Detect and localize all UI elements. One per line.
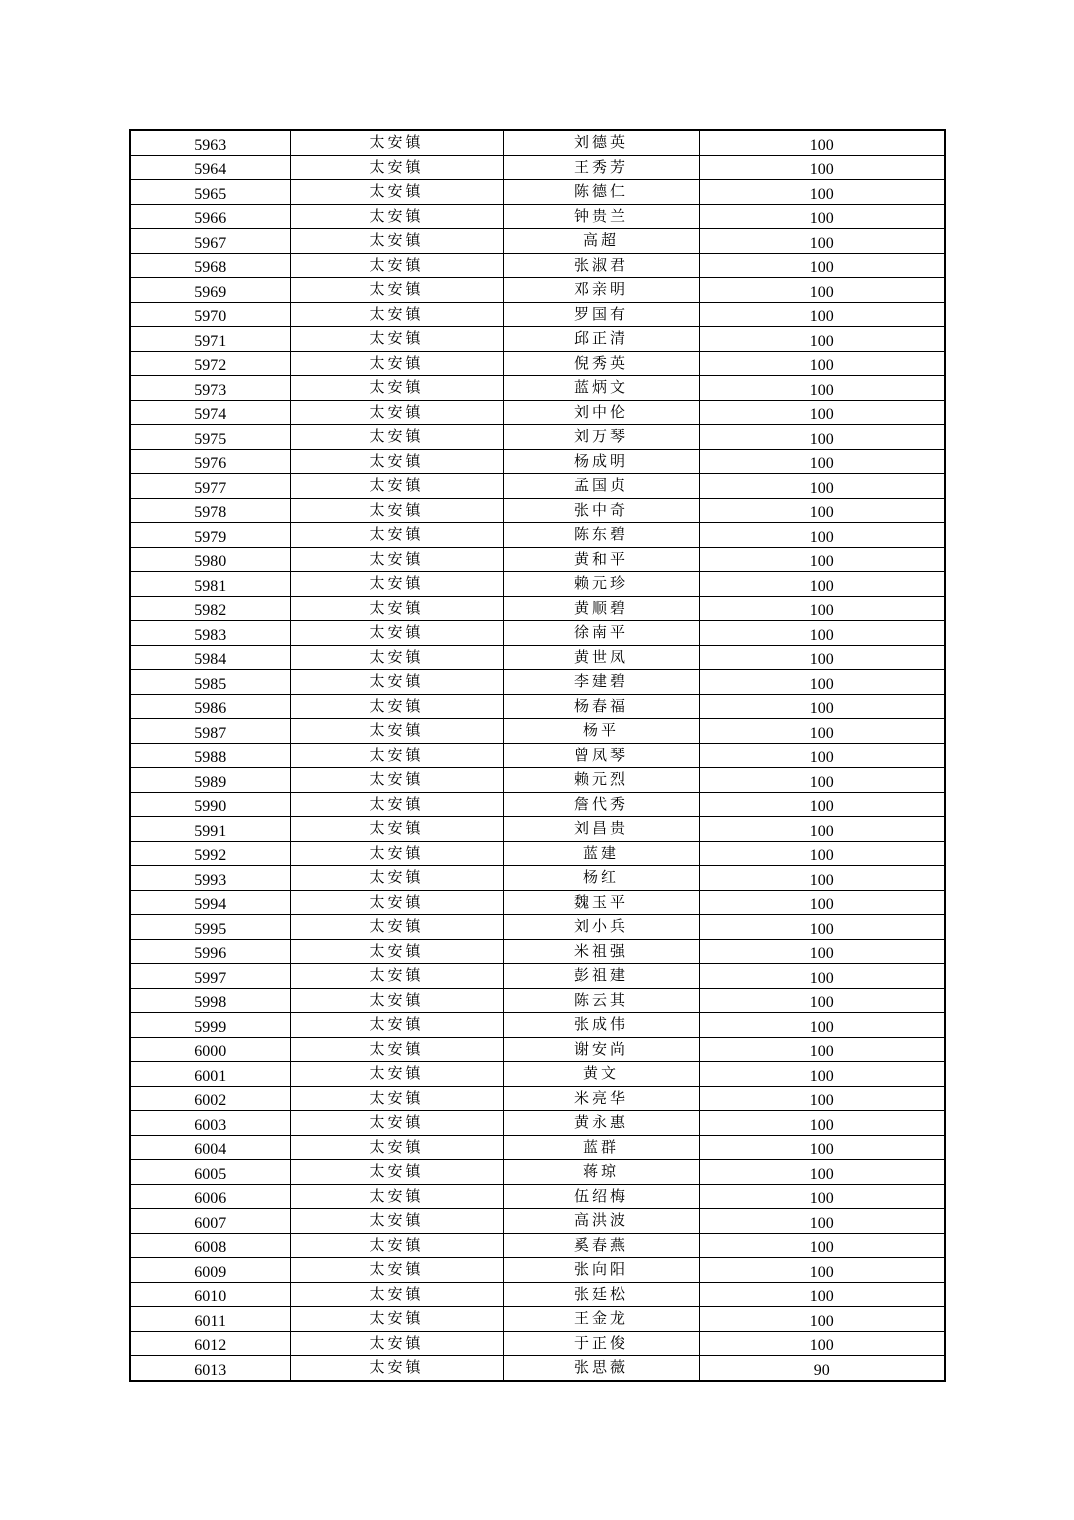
town-cell: 太安镇 — [290, 939, 503, 964]
amount-cell: 100 — [699, 498, 945, 523]
table-row — [130, 1331, 945, 1356]
person-name-cell: 黄和平 — [503, 547, 699, 572]
row-number-cell: 5975 — [130, 425, 290, 450]
town-cell: 太安镇 — [290, 743, 503, 768]
table-row — [130, 449, 945, 474]
table-row — [130, 400, 945, 425]
person-name-cell: 徐南平 — [503, 621, 699, 646]
amount-cell: 100 — [699, 890, 945, 915]
town-cell: 太安镇 — [290, 523, 503, 548]
table-row — [130, 1160, 945, 1185]
table-row — [130, 964, 945, 989]
table-row — [130, 768, 945, 793]
table-row — [130, 694, 945, 719]
row-number-cell: 5985 — [130, 670, 290, 695]
town-cell: 太安镇 — [290, 1086, 503, 1111]
table-row — [130, 1013, 945, 1038]
person-name-cell: 蓝炳文 — [503, 376, 699, 401]
table-row — [130, 130, 945, 155]
amount-cell: 100 — [699, 1233, 945, 1258]
amount-cell: 100 — [699, 523, 945, 548]
amount-cell: 100 — [699, 1013, 945, 1038]
table-row — [130, 866, 945, 891]
row-number-cell: 6012 — [130, 1331, 290, 1356]
amount-cell: 100 — [699, 768, 945, 793]
table-row — [130, 474, 945, 499]
town-cell: 太安镇 — [290, 890, 503, 915]
table-row — [130, 302, 945, 327]
row-number-cell: 6007 — [130, 1209, 290, 1234]
row-number-cell: 5978 — [130, 498, 290, 523]
town-cell: 太安镇 — [290, 1135, 503, 1160]
amount-cell: 100 — [699, 1184, 945, 1209]
table-row — [130, 645, 945, 670]
amount-cell: 100 — [699, 988, 945, 1013]
town-cell: 太安镇 — [290, 915, 503, 940]
amount-cell: 100 — [699, 1282, 945, 1307]
row-number-cell: 5981 — [130, 572, 290, 597]
table-row — [130, 1086, 945, 1111]
row-number-cell: 5976 — [130, 449, 290, 474]
town-cell: 太安镇 — [290, 547, 503, 572]
town-cell: 太安镇 — [290, 229, 503, 254]
table-row — [130, 229, 945, 254]
person-name-cell: 黄世凤 — [503, 645, 699, 670]
amount-cell: 100 — [699, 621, 945, 646]
row-number-cell: 5967 — [130, 229, 290, 254]
person-name-cell: 黄永惠 — [503, 1111, 699, 1136]
person-name-cell: 黄顺碧 — [503, 596, 699, 621]
table-row — [130, 572, 945, 597]
town-cell: 太安镇 — [290, 1037, 503, 1062]
table-row — [130, 376, 945, 401]
amount-cell: 100 — [699, 425, 945, 450]
person-name-cell: 罗国有 — [503, 302, 699, 327]
row-number-cell: 6003 — [130, 1111, 290, 1136]
table-row — [130, 180, 945, 205]
row-number-cell: 5969 — [130, 278, 290, 303]
person-name-cell: 王金龙 — [503, 1307, 699, 1332]
table-row — [130, 1356, 945, 1381]
row-number-cell: 6013 — [130, 1356, 290, 1381]
table-row — [130, 425, 945, 450]
amount-cell: 100 — [699, 1258, 945, 1283]
town-cell: 太安镇 — [290, 988, 503, 1013]
table-row — [130, 351, 945, 376]
row-number-cell: 5979 — [130, 523, 290, 548]
person-name-cell: 倪秀英 — [503, 351, 699, 376]
town-cell: 太安镇 — [290, 1233, 503, 1258]
town-cell: 太安镇 — [290, 474, 503, 499]
amount-cell: 100 — [699, 253, 945, 278]
amount-cell: 100 — [699, 596, 945, 621]
town-cell: 太安镇 — [290, 719, 503, 744]
row-number-cell: 5972 — [130, 351, 290, 376]
row-number-cell: 6004 — [130, 1135, 290, 1160]
amount-cell: 100 — [699, 130, 945, 155]
table-row — [130, 253, 945, 278]
town-cell: 太安镇 — [290, 768, 503, 793]
roster-table — [129, 129, 946, 1382]
person-name-cell: 刘万琴 — [503, 425, 699, 450]
town-cell: 太安镇 — [290, 425, 503, 450]
row-number-cell: 5977 — [130, 474, 290, 499]
amount-cell: 100 — [699, 743, 945, 768]
row-number-cell: 6005 — [130, 1160, 290, 1185]
town-cell: 太安镇 — [290, 204, 503, 229]
town-cell: 太安镇 — [290, 130, 503, 155]
row-number-cell: 5983 — [130, 621, 290, 646]
person-name-cell: 于正俊 — [503, 1331, 699, 1356]
town-cell: 太安镇 — [290, 449, 503, 474]
row-number-cell: 5971 — [130, 327, 290, 352]
amount-cell: 100 — [699, 1331, 945, 1356]
person-name-cell: 张向阳 — [503, 1258, 699, 1283]
person-name-cell: 刘中伦 — [503, 400, 699, 425]
amount-cell: 100 — [699, 817, 945, 842]
amount-cell: 100 — [699, 1037, 945, 1062]
row-number-cell: 6006 — [130, 1184, 290, 1209]
town-cell: 太安镇 — [290, 792, 503, 817]
table-row — [130, 1233, 945, 1258]
town-cell: 太安镇 — [290, 498, 503, 523]
amount-cell: 100 — [699, 180, 945, 205]
row-number-cell: 5993 — [130, 866, 290, 891]
person-name-cell: 黄文 — [503, 1062, 699, 1087]
table-row — [130, 498, 945, 523]
town-cell: 太安镇 — [290, 1258, 503, 1283]
row-number-cell: 6000 — [130, 1037, 290, 1062]
amount-cell: 100 — [699, 841, 945, 866]
person-name-cell: 陈东碧 — [503, 523, 699, 548]
amount-cell: 100 — [699, 572, 945, 597]
amount-cell: 100 — [699, 1209, 945, 1234]
person-name-cell: 刘小兵 — [503, 915, 699, 940]
row-number-cell: 5986 — [130, 694, 290, 719]
amount-cell: 90 — [699, 1356, 945, 1381]
town-cell: 太安镇 — [290, 1209, 503, 1234]
person-name-cell: 魏玉平 — [503, 890, 699, 915]
town-cell: 太安镇 — [290, 572, 503, 597]
row-number-cell: 5989 — [130, 768, 290, 793]
row-number-cell: 5994 — [130, 890, 290, 915]
town-cell: 太安镇 — [290, 302, 503, 327]
person-name-cell: 伍绍梅 — [503, 1184, 699, 1209]
person-name-cell: 彭祖建 — [503, 964, 699, 989]
person-name-cell: 奚春燕 — [503, 1233, 699, 1258]
table-row — [130, 327, 945, 352]
town-cell: 太安镇 — [290, 1111, 503, 1136]
town-cell: 太安镇 — [290, 1160, 503, 1185]
person-name-cell: 杨春福 — [503, 694, 699, 719]
amount-cell: 100 — [699, 1307, 945, 1332]
person-name-cell: 詹代秀 — [503, 792, 699, 817]
amount-cell: 100 — [699, 939, 945, 964]
row-number-cell: 5998 — [130, 988, 290, 1013]
table-row — [130, 915, 945, 940]
amount-cell: 100 — [699, 792, 945, 817]
person-name-cell: 邓亲明 — [503, 278, 699, 303]
person-name-cell: 赖元烈 — [503, 768, 699, 793]
town-cell: 太安镇 — [290, 964, 503, 989]
table-row — [130, 890, 945, 915]
row-number-cell: 5995 — [130, 915, 290, 940]
person-name-cell: 蓝建 — [503, 841, 699, 866]
amount-cell: 100 — [699, 155, 945, 180]
town-cell: 太安镇 — [290, 1356, 503, 1381]
person-name-cell: 张中奇 — [503, 498, 699, 523]
town-cell: 太安镇 — [290, 866, 503, 891]
person-name-cell: 赖元珍 — [503, 572, 699, 597]
row-number-cell: 5970 — [130, 302, 290, 327]
town-cell: 太安镇 — [290, 1062, 503, 1087]
row-number-cell: 5964 — [130, 155, 290, 180]
person-name-cell: 谢安尚 — [503, 1037, 699, 1062]
amount-cell: 100 — [699, 1062, 945, 1087]
table-row — [130, 523, 945, 548]
town-cell: 太安镇 — [290, 155, 503, 180]
amount-cell: 100 — [699, 400, 945, 425]
table-row — [130, 1111, 945, 1136]
person-name-cell: 杨平 — [503, 719, 699, 744]
row-number-cell: 5988 — [130, 743, 290, 768]
row-number-cell: 5980 — [130, 547, 290, 572]
row-number-cell: 5991 — [130, 817, 290, 842]
amount-cell: 100 — [699, 866, 945, 891]
person-name-cell: 高洪波 — [503, 1209, 699, 1234]
row-number-cell: 6009 — [130, 1258, 290, 1283]
row-number-cell: 6011 — [130, 1307, 290, 1332]
person-name-cell: 刘昌贵 — [503, 817, 699, 842]
amount-cell: 100 — [699, 302, 945, 327]
amount-cell: 100 — [699, 964, 945, 989]
amount-cell: 100 — [699, 645, 945, 670]
table-row — [130, 1209, 945, 1234]
town-cell: 太安镇 — [290, 278, 503, 303]
person-name-cell: 王秀芳 — [503, 155, 699, 180]
person-name-cell: 蓝群 — [503, 1135, 699, 1160]
amount-cell: 100 — [699, 915, 945, 940]
row-number-cell: 6010 — [130, 1282, 290, 1307]
amount-cell: 100 — [699, 670, 945, 695]
amount-cell: 100 — [699, 474, 945, 499]
town-cell: 太安镇 — [290, 1184, 503, 1209]
roster-table-body — [130, 130, 945, 1381]
town-cell: 太安镇 — [290, 1282, 503, 1307]
town-cell: 太安镇 — [290, 351, 503, 376]
table-row — [130, 719, 945, 744]
row-number-cell: 5973 — [130, 376, 290, 401]
row-number-cell: 5992 — [130, 841, 290, 866]
person-name-cell: 邱正清 — [503, 327, 699, 352]
table-row — [130, 204, 945, 229]
table-row — [130, 1282, 945, 1307]
table-row — [130, 278, 945, 303]
table-row — [130, 596, 945, 621]
person-name-cell: 陈云其 — [503, 988, 699, 1013]
town-cell: 太安镇 — [290, 1013, 503, 1038]
amount-cell: 100 — [699, 278, 945, 303]
table-row — [130, 792, 945, 817]
row-number-cell: 5965 — [130, 180, 290, 205]
table-row — [130, 1307, 945, 1332]
town-cell: 太安镇 — [290, 645, 503, 670]
person-name-cell: 米祖强 — [503, 939, 699, 964]
town-cell: 太安镇 — [290, 596, 503, 621]
town-cell: 太安镇 — [290, 1331, 503, 1356]
table-row — [130, 621, 945, 646]
person-name-cell: 杨成明 — [503, 449, 699, 474]
amount-cell: 100 — [699, 1135, 945, 1160]
amount-cell: 100 — [699, 547, 945, 572]
town-cell: 太安镇 — [290, 694, 503, 719]
person-name-cell: 曾凤琴 — [503, 743, 699, 768]
amount-cell: 100 — [699, 376, 945, 401]
amount-cell: 100 — [699, 1160, 945, 1185]
row-number-cell: 6002 — [130, 1086, 290, 1111]
row-number-cell: 6001 — [130, 1062, 290, 1087]
table-row — [130, 670, 945, 695]
table-row — [130, 155, 945, 180]
town-cell: 太安镇 — [290, 180, 503, 205]
row-number-cell: 5974 — [130, 400, 290, 425]
table-row — [130, 841, 945, 866]
person-name-cell: 杨红 — [503, 866, 699, 891]
person-name-cell: 李建碧 — [503, 670, 699, 695]
amount-cell: 100 — [699, 327, 945, 352]
row-number-cell: 5990 — [130, 792, 290, 817]
row-number-cell: 5963 — [130, 130, 290, 155]
row-number-cell: 5984 — [130, 645, 290, 670]
row-number-cell: 5999 — [130, 1013, 290, 1038]
table-row — [130, 1037, 945, 1062]
amount-cell: 100 — [699, 351, 945, 376]
person-name-cell: 张成伟 — [503, 1013, 699, 1038]
town-cell: 太安镇 — [290, 621, 503, 646]
person-name-cell: 米亮华 — [503, 1086, 699, 1111]
amount-cell: 100 — [699, 1111, 945, 1136]
person-name-cell: 钟贵兰 — [503, 204, 699, 229]
row-number-cell: 5997 — [130, 964, 290, 989]
town-cell: 太安镇 — [290, 1307, 503, 1332]
row-number-cell: 5996 — [130, 939, 290, 964]
person-name-cell: 蒋琼 — [503, 1160, 699, 1185]
person-name-cell: 高超 — [503, 229, 699, 254]
town-cell: 太安镇 — [290, 400, 503, 425]
person-name-cell: 张淑君 — [503, 253, 699, 278]
person-name-cell: 陈德仁 — [503, 180, 699, 205]
table-row — [130, 817, 945, 842]
table-row — [130, 939, 945, 964]
amount-cell: 100 — [699, 694, 945, 719]
row-number-cell: 5966 — [130, 204, 290, 229]
row-number-cell: 6008 — [130, 1233, 290, 1258]
table-row — [130, 743, 945, 768]
town-cell: 太安镇 — [290, 253, 503, 278]
amount-cell: 100 — [699, 449, 945, 474]
amount-cell: 100 — [699, 229, 945, 254]
amount-cell: 100 — [699, 204, 945, 229]
table-row — [130, 1258, 945, 1283]
person-name-cell: 孟国贞 — [503, 474, 699, 499]
town-cell: 太安镇 — [290, 327, 503, 352]
person-name-cell: 张思薇 — [503, 1356, 699, 1381]
person-name-cell: 张廷松 — [503, 1282, 699, 1307]
town-cell: 太安镇 — [290, 376, 503, 401]
table-row — [130, 547, 945, 572]
town-cell: 太安镇 — [290, 817, 503, 842]
person-name-cell: 刘德英 — [503, 130, 699, 155]
town-cell: 太安镇 — [290, 841, 503, 866]
table-row — [130, 1062, 945, 1087]
amount-cell: 100 — [699, 1086, 945, 1111]
row-number-cell: 5968 — [130, 253, 290, 278]
row-number-cell: 5987 — [130, 719, 290, 744]
amount-cell: 100 — [699, 719, 945, 744]
table-row — [130, 988, 945, 1013]
table-row — [130, 1184, 945, 1209]
town-cell: 太安镇 — [290, 670, 503, 695]
table-row — [130, 1135, 945, 1160]
row-number-cell: 5982 — [130, 596, 290, 621]
